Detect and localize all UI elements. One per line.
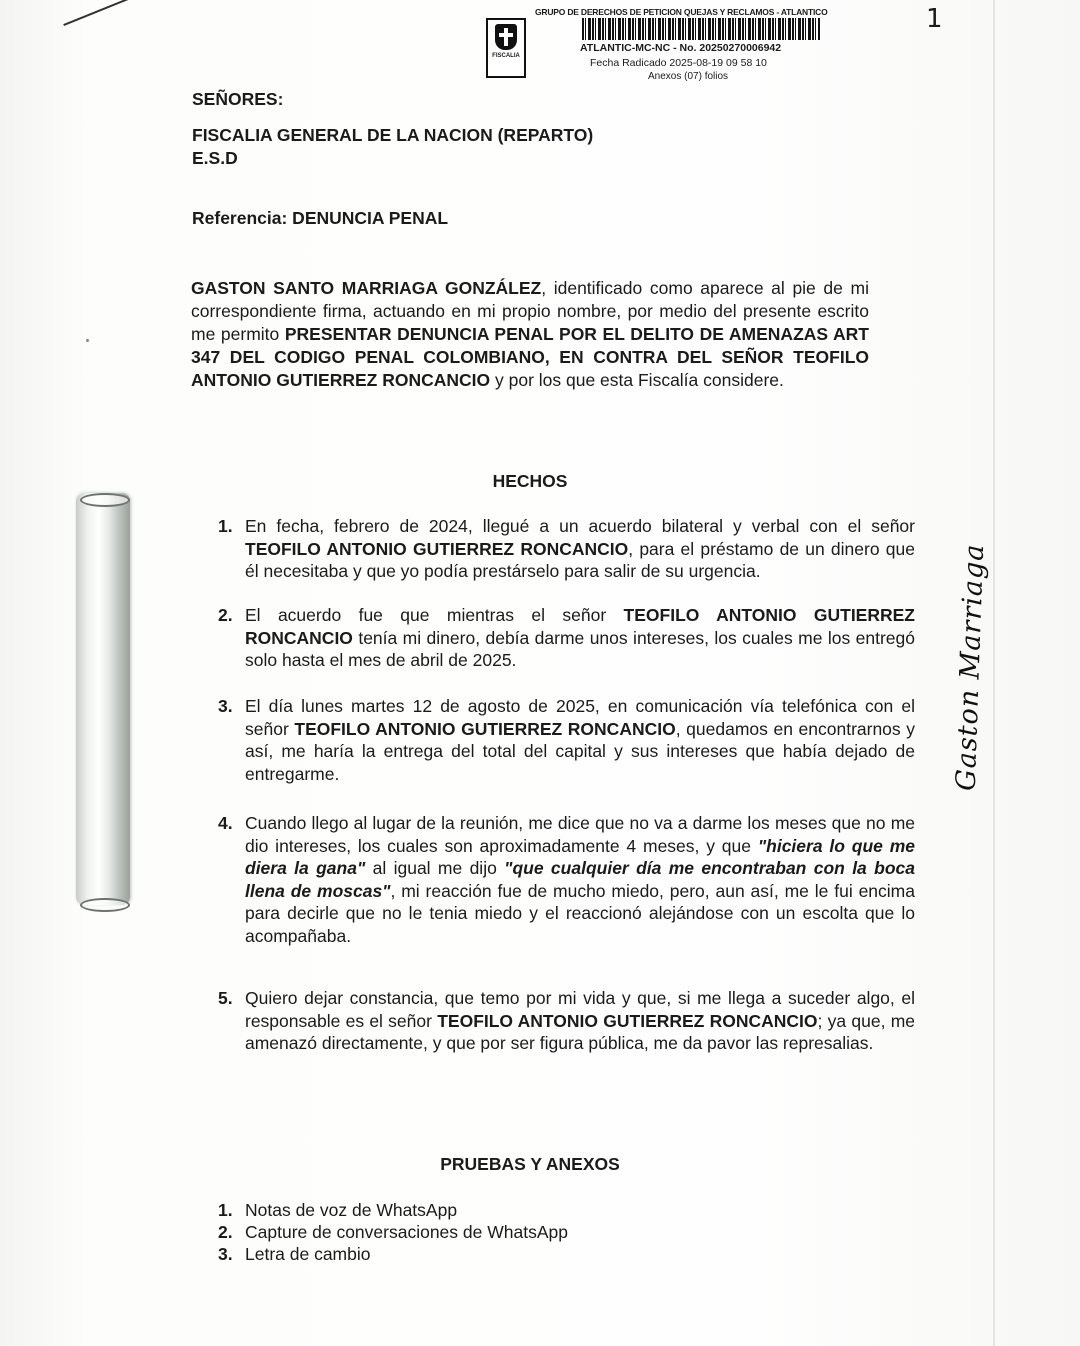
- barcode: [582, 18, 820, 40]
- filing-stamp: [480, 2, 880, 87]
- fiscalia-logo-icon: FISCALIA: [486, 18, 526, 78]
- recipient: FISCALIA GENERAL DE LA NACION (REPARTO): [192, 125, 594, 145]
- list-item: 4. Cuando llego al lugar de la reunión, me dice que no va a darme los meses que no me dio intereses, los cuales son aproximadamente 4 meses, y que "hiciera lo que me diera la gana" al igual me dijo "que cualquier día me encontraban con la boca llena de moscas", mi reacción fue de mucho miedo, pero, aun así, me le fui encima para decirle que no le tenia miedo y el reaccionó alejándose con un escolta que lo acompañaba.: [218, 813, 916, 946]
- pen-mark: [52, 0, 129, 26]
- stamp-radicado: ATLANTIC-MC-NC - No. 20250270006942: [580, 42, 782, 54]
- list-item: 1. En fecha, febrero de 2024, llegué a un acuerdo bilateral y verbal con el señor TEOFILO ANTONIO GUTIERREZ RONCANCIO, para el préstamo de un dinero que él necesitaba y que yo podía prestárselo para salir de su urgencia.: [218, 516, 915, 581]
- list-item: 5. Quiero dejar constancia, que temo por mi vida y que, si me llega a suceder algo, el responsable es el señor TEOFILO ANTONIO GUTIERREZ RONCANCIO; ya que, me amenazó directamente, y que por ser figura pública, me da pavor las represalias.: [218, 988, 916, 1053]
- stamp-header: GRUPO DE DERECHOS DE PETICION QUEJAS Y RECLAMOS - ATLANTICO: [535, 7, 828, 17]
- binder-clip-end: [80, 898, 130, 912]
- section-title-pruebas: PRUEBAS Y ANEXOS: [440, 1154, 620, 1174]
- intro-paragraph: GASTON SANTO MARRIAGA GONZÁLEZ, identificado como aparece al pie de mi correspondiente firma, actuando en mi propio nombre, por medio del presente escrito me permito PRESENTAR DENUNCIA PENAL POR EL DELITO DE AMENAZAS ART 347 DEL CODIGO PENAL COLOMBIANO, EN CONTRA DEL SEÑOR TEOFILO ANTONIO GUTIERREZ RONCANCIO y por los que esta Fiscalía considere.: [191, 278, 869, 390]
- pruebas-list: [200, 1199, 870, 1265]
- binder-clip: [76, 493, 130, 905]
- list-item: 2. Capture de conversaciones de WhatsApp: [218, 1222, 568, 1242]
- page-number: 1: [926, 4, 943, 34]
- complaint-statement: PRESENTAR DENUNCIA PENAL POR EL DELITO DE AMENAZAS ART 347 DEL CODIGO PENAL COLOMBIANO, EN CONTRA DEL SEÑOR TEOFILO ANTONIO GUTIERREZ RONCANCIO: [191, 324, 869, 390]
- handwritten-signature: Gaston Marriaga: [950, 543, 991, 792]
- speck: [86, 339, 89, 342]
- binder-clip-end: [80, 493, 130, 507]
- list-item: 1. Notas de voz de WhatsApp: [218, 1200, 458, 1220]
- stamp-date: Fecha Radicado 2025-08-19 09 58 10: [590, 57, 767, 69]
- list-item: 3. El día lunes martes 12 de agosto de 2025, en comunicación vía telefónica con el señor TEOFILO ANTONIO GUTIERREZ RONCANCIO, quedamos en encontrarnos y así, me haría la entrega del total del capital y sus intereses que había dejado de entregarme.: [218, 696, 916, 784]
- section-title-hechos: HECHOS: [492, 471, 568, 491]
- reference: Referencia: DENUNCIA PENAL: [192, 208, 449, 228]
- complainant-name: GASTON SANTO MARRIAGA GONZÁLEZ: [191, 278, 542, 298]
- salutation: SEÑORES:: [192, 89, 284, 109]
- esd: E.S.D: [192, 148, 238, 168]
- stamp-anexos: Anexos (07) folios: [648, 71, 729, 82]
- list-item: 2. El acuerdo fue que mientras el señor TEOFILO ANTONIO GUTIERREZ RONCANCIO tenía mi dinero, debía darme unos intereses, los cuales me los entregó solo hasta el mes de abril de 2025.: [218, 605, 915, 670]
- list-item: 3. Letra de cambio: [218, 1244, 371, 1264]
